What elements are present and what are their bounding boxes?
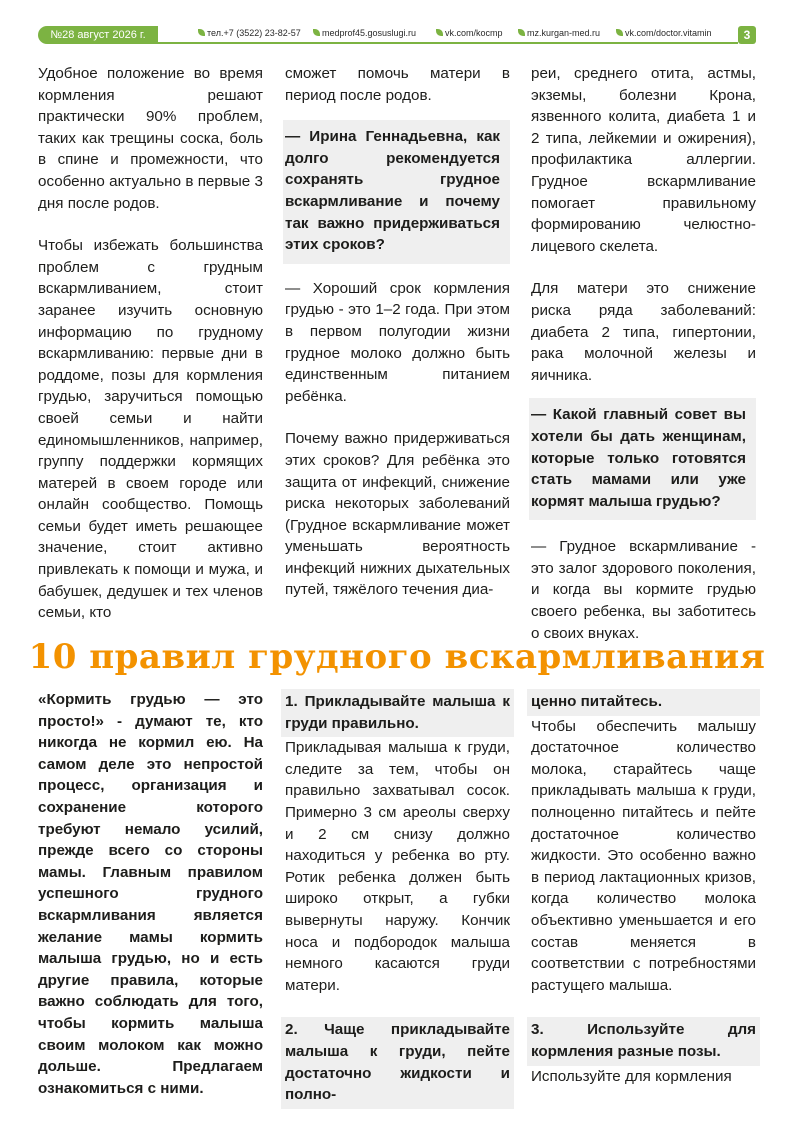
page-number: 3 bbox=[738, 26, 756, 44]
rule-3-title: 3. Используйте для кормления разные позы. bbox=[527, 1017, 760, 1065]
top-column-3 bbox=[531, 63, 756, 644]
paragraph: сможет помочь матери в период после родов. bbox=[285, 65, 510, 104]
mz-kurgan-link[interactable]: mz.kurgan-med.ru bbox=[518, 28, 600, 38]
top-column-1 bbox=[38, 63, 263, 624]
leaf-icon bbox=[313, 29, 320, 36]
rules-intro: «Кормить грудью — это просто!» - думают те, кто никогда не кормил ею. На самом деле это непростой процесс, организация и сохранение которого требуют немало усилий, прежде всего со стороны мамы. Главным правилом успешного грудного вскармливания является желание мамы кормить малыша грудью, но и есть другие правила, которые важно соблюдать для того, чтобы кормить малыша своим молоком как можно дольше. Предлагаем ознакомиться с ними. bbox=[38, 691, 263, 1097]
paragraph: Почему важно придерживаться этих сроков? Для ребёнка это защита от инфекций, снижение риска некоторых заболеваний (Грудное вскармливание может уменьшать вероятность инфекций нижних дыхательных путей, тяжёлого течения диа- bbox=[285, 430, 510, 599]
leaf-icon bbox=[198, 29, 205, 36]
leaf-icon bbox=[436, 29, 443, 36]
section-title: 10 правил грудного вскармливания bbox=[28, 637, 766, 677]
leaf-icon bbox=[518, 29, 525, 36]
rules-column-3 bbox=[531, 689, 756, 1087]
paragraph: Чтобы избежать большинства проблем с грудным вскармливанием, стоит заранее изучить основную информацию по грудному вскармливанию: первые дни в роддоме, позы для кормления грудью, заручиться помощью своей семьи и найти единомышленников, например, группу поддержки кормящих матерей в своем городе или онлайн сообщество. Помощь семьи будет иметь решающее значение, стоит активно привлекать к помощи и мужа, и бабушек, дедушек и тех членов семьи, кто bbox=[38, 237, 263, 622]
rule-2-title-continued: ценно питайтесь. bbox=[527, 689, 760, 716]
vk-kocmp-link[interactable]: vk.com/kocmp bbox=[436, 28, 503, 38]
vk-doctor-vitamin-link[interactable]: vk.com/doctor.vitamin bbox=[616, 28, 712, 38]
phone-link[interactable]: тел.+7 (3522) 23-82-57 bbox=[198, 28, 301, 38]
rule-3-text: Используйте для кормления bbox=[531, 1067, 732, 1085]
rule-1-text: Прикладывая малыша к груди, следите за тем, чтобы он правильно захватывал сосок. Примерно 3 см ареолы сверху и 2 см снизу должно находиться у ребенка во рту. Ротик ребенка должен быть широко открыт, а губки вывернуты наружу. Кончик носа и подбородок малыша немного касаются груди матери. bbox=[285, 739, 510, 994]
interview-answer: — Хороший срок кормления грудью - это 1–2 года. При этом в первом полугодии жизни грудное молоко должно быть единственным питанием ребёнка. bbox=[285, 279, 510, 405]
interview-answer: — Грудное вскармливание - это залог здорового поколения, и когда вы кормите грудью своего ребенка, вы заботитесь о своих внуках. bbox=[531, 538, 756, 642]
top-column-2 bbox=[285, 63, 510, 601]
gosuslugi-link[interactable]: medprof45.gosuslugi.ru bbox=[313, 28, 416, 38]
leaf-icon bbox=[616, 29, 623, 36]
paragraph: Удобное положение во время кормления решают практически 90% проблем, таких как трещины соска, боль в спине и промежности, что особенно актуально в первые 3 дня после родов. bbox=[38, 65, 263, 212]
page-header bbox=[38, 26, 756, 44]
issue-badge: №28 август 2026 г. bbox=[38, 26, 158, 44]
paragraph: реи, среднего отита, астмы, экземы, болезни Крона, язвенного колита, диабета 1 и 2 типа, лейкемии и ожирения), профилактика аллергии. Грудное вскармливание помогает правильному формированию челюстно-лицевого скелета. bbox=[531, 65, 756, 255]
rules-column-2 bbox=[285, 689, 510, 1109]
interview-question: — Какой главный совет вы хотели бы дать женщинам, которые только готовятся стать мамами или уже кормят малыша грудью? bbox=[529, 398, 756, 520]
rule-1-title: 1. Прикладывайте малыша к груди правильно. bbox=[281, 689, 514, 737]
rule-2-text: Чтобы обеспечить малышу достаточное количество молока, старайтесь чаще прикладывать малыша к груди, полноценно питайтесь и пейте достаточное количество жидкости. Это особенно важно в период лактационных кризов, когда количество молока объективно уменьшается и его состав меняется в соответствии с потребностями растущего малыша. bbox=[531, 717, 756, 994]
rule-2-title: 2. Чаще прикладывайте малыша к груди, пейте достаточно жидкости и полно- bbox=[281, 1017, 514, 1108]
header-rule bbox=[158, 42, 738, 44]
rules-intro-column bbox=[38, 689, 263, 1099]
paragraph: Для матери это снижение риска ряда заболеваний: диабета 2 типа, гипертонии, рака молочной железы и яичника. bbox=[531, 280, 756, 384]
interview-question: — Ирина Геннадьевна, как долго рекомендуется сохранять грудное вскармливание и почему так важно придерживаться этих сроков? bbox=[283, 120, 510, 264]
